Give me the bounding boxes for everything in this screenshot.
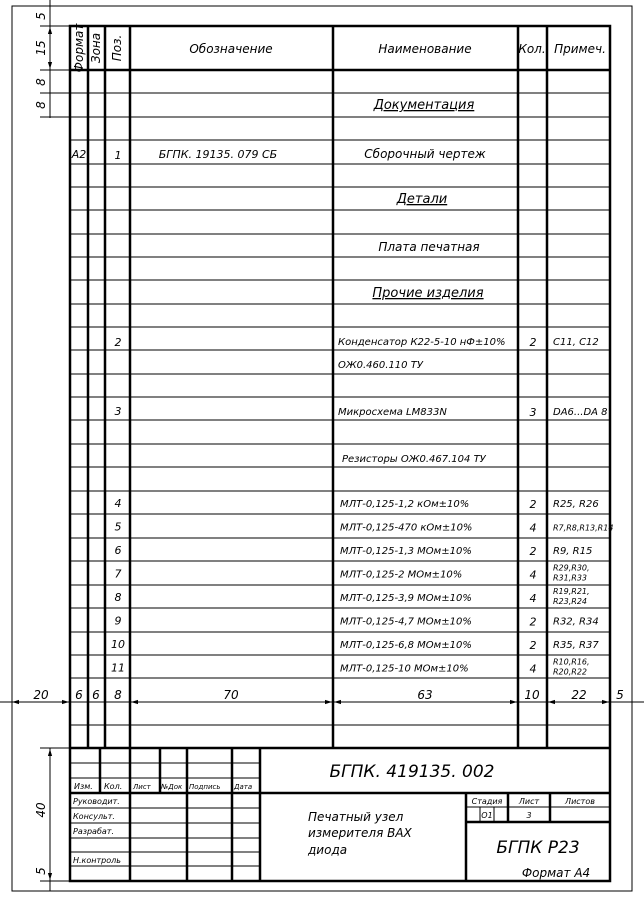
resistor-note-line2: R31,R33 (553, 573, 588, 583)
chip-qty: 3 (529, 406, 537, 419)
dim-22: 22 (571, 688, 587, 702)
stamp-izm: Изм. (74, 782, 93, 791)
resistor-note-line1: R10,R16, (553, 657, 590, 667)
stamp-list-label: Лист (518, 797, 540, 806)
resistor-qty: 2 (529, 498, 537, 511)
stamp-title-1: Печатный узел (308, 810, 404, 824)
assembly-pos: 1 (114, 149, 122, 162)
capacitor-spec: ОЖ0.460.110 ТУ (338, 360, 423, 371)
header-qty: Кол. (518, 42, 546, 56)
stamp-ndok: №Док (161, 783, 183, 791)
resistor-note: R9, R15 (553, 546, 593, 557)
resistor-pos: 11 (111, 661, 125, 675)
header-format: Формат (72, 23, 86, 73)
stamp-rukovod: Руководит. (73, 797, 120, 806)
resistor-name: МЛТ-0,125-10 МОм±10% (340, 663, 469, 675)
resistor-name: МЛТ-0,125-4,7 МОм±10% (340, 616, 472, 628)
resistor-name: МЛТ-0,125-2 МОм±10% (340, 569, 463, 581)
stamp-org: БГПК Р23 (496, 838, 580, 858)
chip-name: Микросхема LM833N (338, 407, 447, 418)
resistor-name: МЛТ-0,125-1,2 кОм±10% (340, 499, 470, 510)
resistor-name: МЛТ-0,125-6,8 МОм±10% (340, 640, 472, 651)
resistor-name: МЛТ-0,125-1,3 МОм±10% (340, 546, 472, 557)
resistor-qty: 4 (529, 592, 537, 605)
dim-8c: 8 (114, 688, 122, 702)
resistor-note: R35, R37 (553, 640, 599, 651)
stamp-doc-code: БГПК. 419135. 002 (329, 762, 495, 782)
resistor-qty: 4 (529, 568, 537, 582)
stamp-konsult: Консульт. (73, 812, 115, 821)
resistor-pos: 7 (114, 567, 122, 581)
stamp-stadia-value: О1 (481, 811, 493, 820)
stamp-razrab: Разрабат. (73, 827, 114, 836)
capacitor-name: Конденсатор К22-5-10 нФ±10% (338, 337, 506, 348)
resistor-pos: 5 (114, 520, 122, 534)
resistor-note: R25, R26 (553, 499, 599, 510)
resistor-qty: 2 (529, 639, 537, 652)
chip-note: DA6...DA 8 (553, 407, 608, 418)
stamp-stadia-label: Стадия (471, 797, 503, 806)
format-label: Формат А4 (521, 866, 591, 880)
resistor-note: R7,R8,R13,R14 (553, 523, 614, 533)
stamp-title-3: диода (308, 843, 348, 857)
pcb-name: Плата печатная (378, 240, 480, 254)
assembly-name: Сборочный чертеж (364, 147, 486, 161)
dim-5-right: 5 (616, 688, 624, 702)
main-frame (70, 26, 610, 881)
dim-6b: 6 (92, 688, 100, 702)
resistors-title: Резисторы ОЖ0.467.104 ТУ (342, 454, 486, 465)
dim-6a: 6 (75, 688, 83, 702)
resistor-pos: 9 (114, 614, 122, 628)
capacitor-pos: 2 (114, 336, 122, 349)
header-pos: Поз. (110, 34, 124, 62)
resistor-pos: 8 (114, 591, 122, 604)
dim-40: 40 (34, 802, 48, 818)
resistor-name: МЛТ-0,125-470 кОм±10% (340, 522, 473, 534)
section-documentation: Документация (373, 98, 475, 113)
header-designation: Обозначение (189, 42, 273, 56)
stamp-podpis: Подпись (189, 783, 221, 791)
resistor-name: МЛТ-0,125-3,9 МОм±10% (340, 593, 472, 604)
section-details: Детали (396, 192, 448, 207)
capacitor-note: С11, С12 (553, 337, 599, 348)
stamp-nkontrol: Н.контроль (73, 856, 121, 865)
resistor-note-line2: R20,R22 (553, 667, 588, 677)
assembly-format: A2 (71, 148, 87, 161)
resistor-note-line1: R29,R30, (553, 563, 590, 573)
resistor-note-line2: R23,R24 (553, 597, 588, 606)
resistor-note: R32, R34 (553, 616, 599, 628)
dim-63: 63 (417, 688, 433, 702)
resistor-qty: 2 (529, 615, 537, 629)
header-name: Наименование (378, 42, 472, 56)
stamp-kol: Кол. (104, 782, 123, 791)
resistor-rows (111, 497, 613, 677)
dim-20: 20 (33, 688, 49, 702)
dim-10: 10 (524, 688, 540, 702)
resistor-note-line1: R19,R21, (553, 587, 590, 596)
resistor-qty: 2 (529, 545, 537, 558)
stamp-listov-label: Листов (565, 797, 595, 806)
capacitor-qty: 2 (529, 336, 537, 349)
resistor-pos: 10 (111, 638, 125, 651)
resistor-pos: 6 (114, 544, 122, 557)
stamp-data: Дата (234, 783, 253, 791)
stamp-list: Лист (133, 783, 151, 791)
stamp-list-value: 3 (526, 811, 532, 820)
resistor-qty: 4 (529, 521, 537, 535)
dim-5-bottom: 5 (34, 867, 48, 875)
header-zone: Зона (89, 32, 103, 64)
chip-pos: 3 (114, 405, 122, 418)
section-other: Прочие изделия (372, 286, 484, 301)
header-note: Примеч. (554, 42, 606, 56)
resistor-pos: 4 (114, 497, 122, 510)
resistor-qty: 4 (529, 662, 537, 676)
dim-8a: 8 (34, 78, 48, 86)
dim-5-top: 5 (34, 12, 48, 20)
dimension-arrows (12, 27, 609, 880)
dim-15: 15 (34, 40, 48, 56)
dim-70: 70 (223, 688, 239, 702)
assembly-designation: БГПК. 19135. 079 СБ (158, 148, 278, 161)
stamp-title-2: измерителя ВАХ (308, 826, 412, 840)
dim-8b: 8 (34, 101, 48, 109)
